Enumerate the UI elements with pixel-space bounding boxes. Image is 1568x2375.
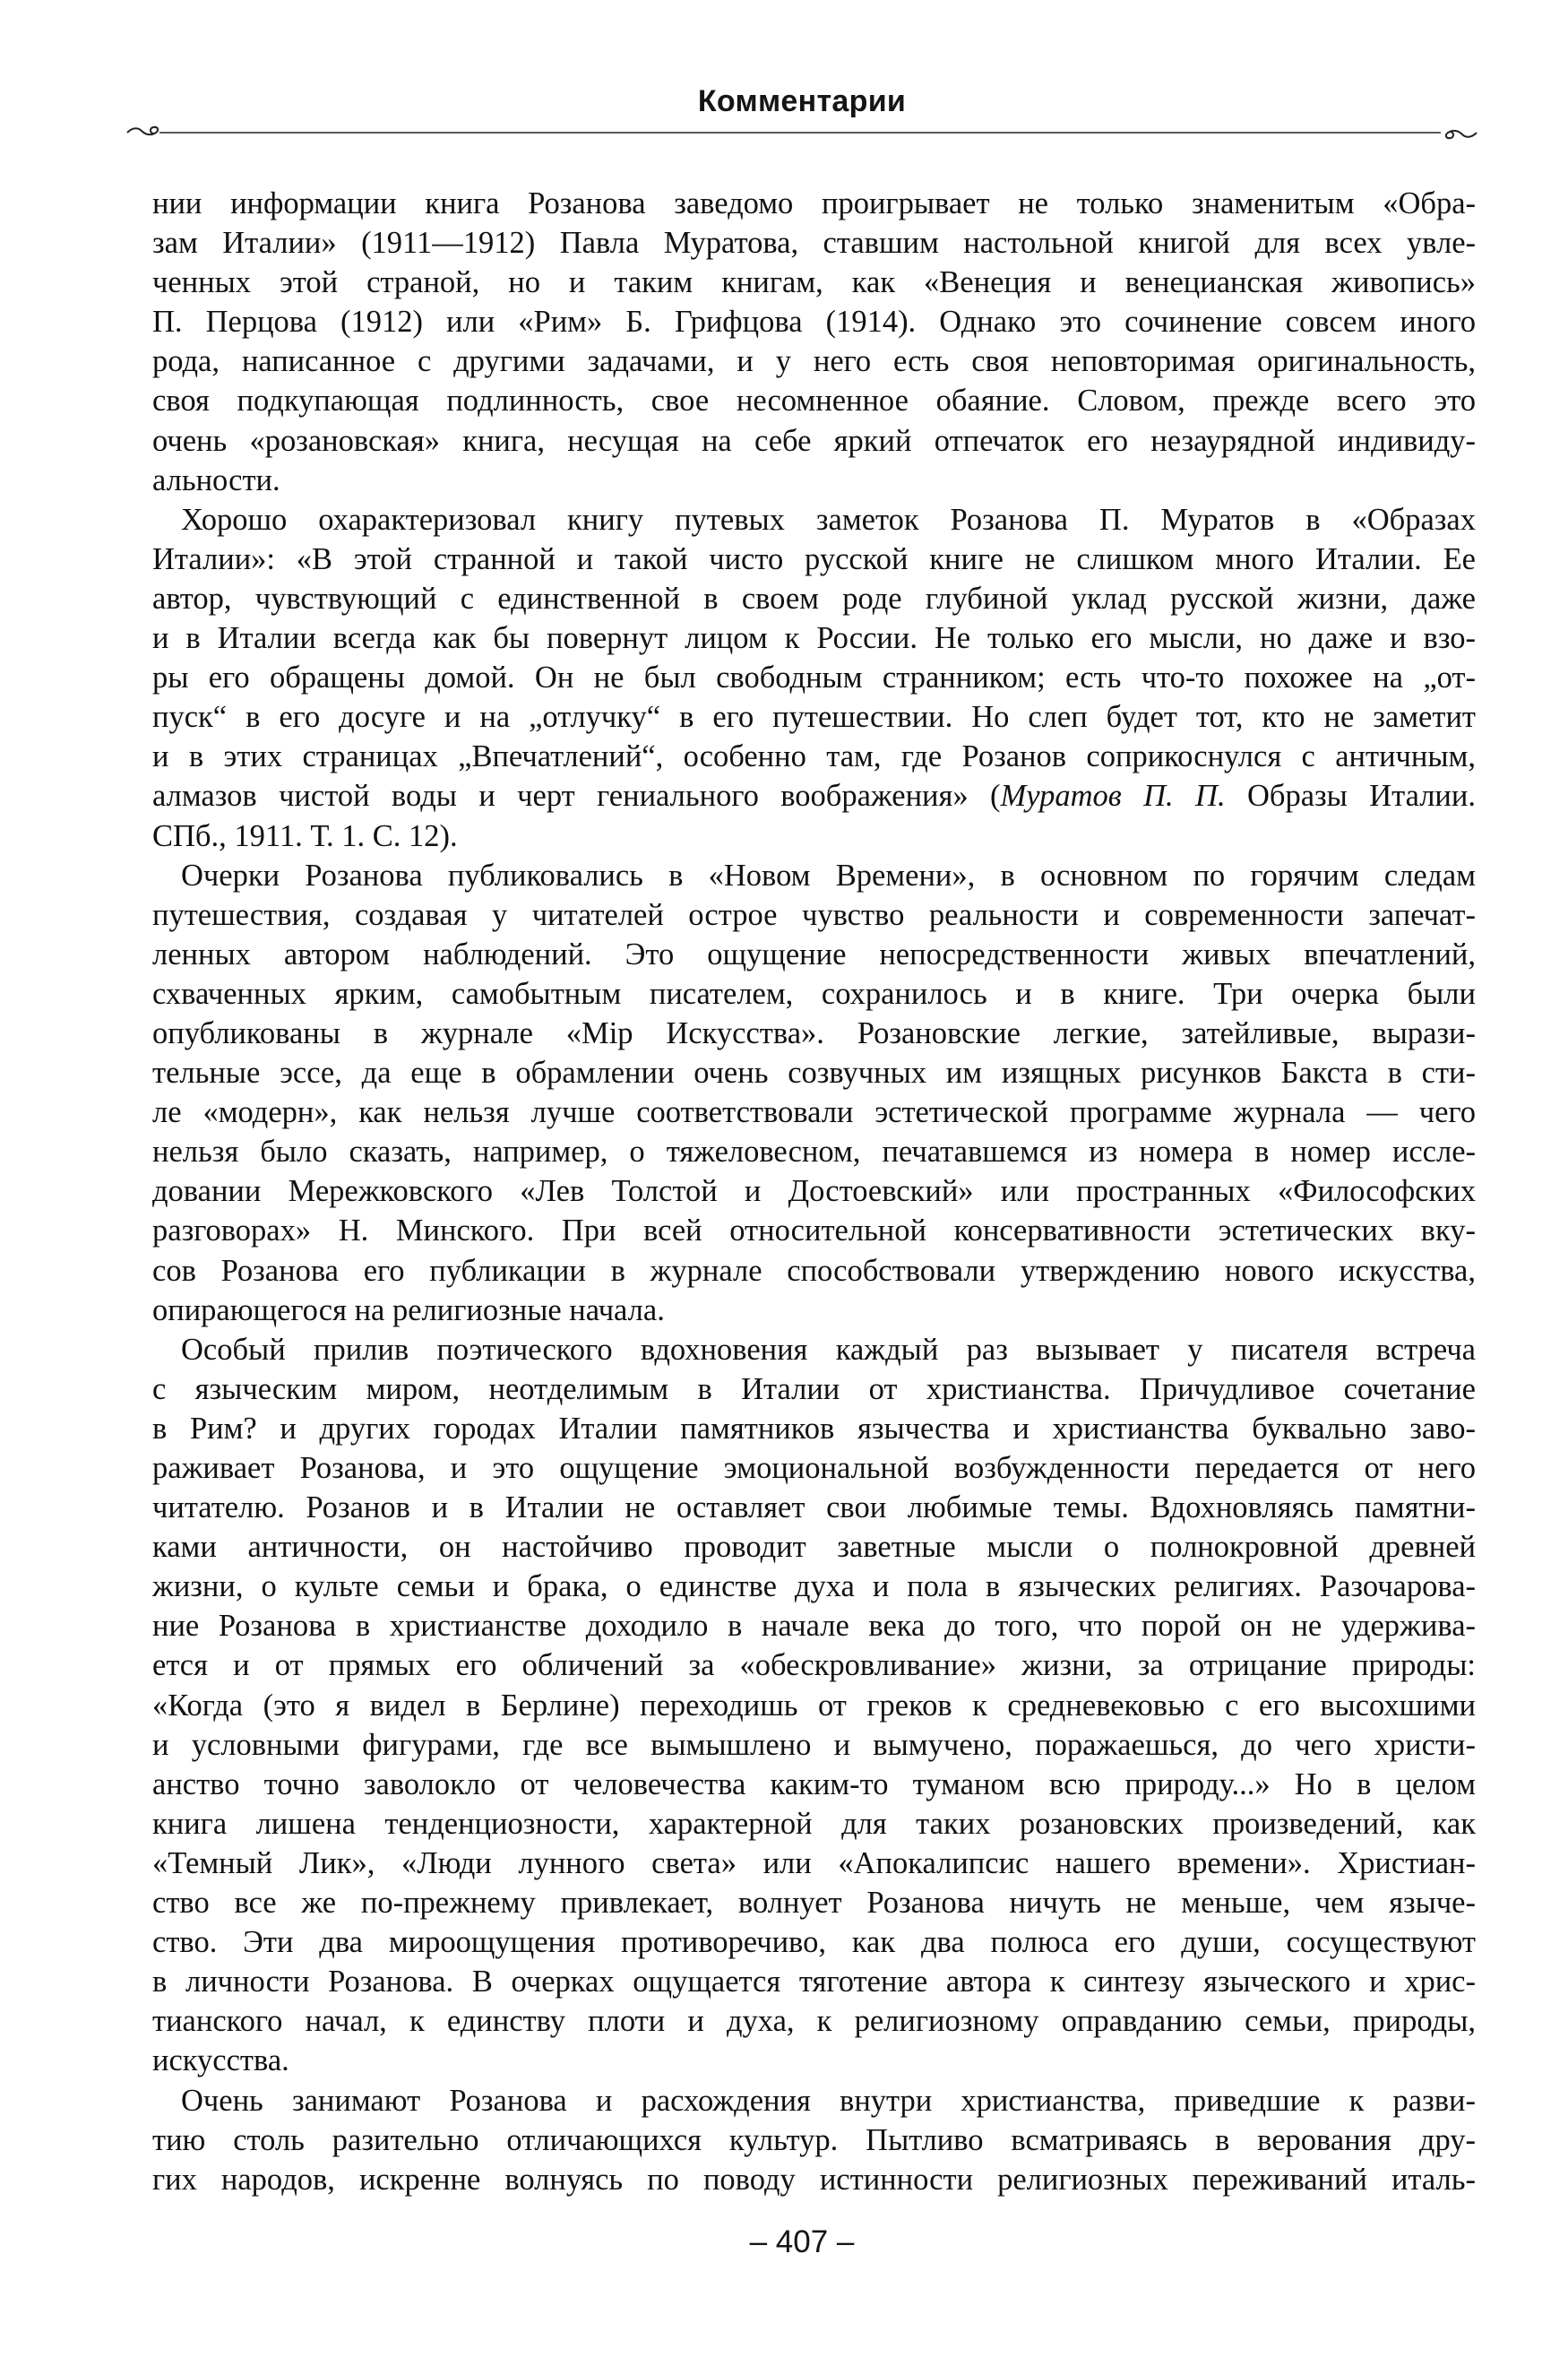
text-line: ство все же по-прежнему привлекает, волнует Розанова ничуть не меньше, чем языче-: [152, 1886, 1476, 1921]
text-segment: алмазов чистой воды и черт гениального воображения» (: [152, 779, 1001, 814]
text-line: ство. Эти два мироощущения противоречиво, как два полюса его души, сосуществуют: [152, 1925, 1476, 1960]
text-line: нельзя было сказать, например, о тяжеловесном, печатавшемся из номера в номер иссле-: [152, 1135, 1476, 1170]
paragraph-1: [152, 184, 1476, 500]
text-line: довании Мережковского «Лев Толстой и Достоевский» или пространных «Философских: [152, 1174, 1476, 1209]
text-line: ленных автором наблюдений. Это ощущение непосредственности живых впечатлений,: [152, 937, 1476, 972]
text-line: ры его обращены домой. Он не был свободным странником; есть что-то похожее на „от-: [152, 661, 1476, 695]
text-line: анство точно заволокло от человечества каким-то туманом всю природу...» Но в целом: [152, 1766, 1476, 1801]
text-line: ние Розанова в христианстве доходило в начале века до того, что порой он не удержива-: [152, 1609, 1476, 1644]
text-line: Хорошо охарактеризовал книгу путевых заметок Розанова П. Муратов в «Образах: [181, 502, 1476, 537]
text-line: читателю. Розанов и в Италии не оставляет свои любимые темы. Вдохновляясь памятни-: [152, 1490, 1476, 1525]
citation-author: Муратов П. П.: [1000, 779, 1226, 814]
text-line: альности.: [152, 462, 280, 497]
text-line: ле «модерн», как нельзя лучше соответствовали эстетической программе журнала — чего: [152, 1095, 1476, 1130]
text-line: тельные эссе, да еще в обрамлении очень созвучных им изящных рисунков Бакста в сти-: [152, 1056, 1476, 1091]
citation-title: Образы Италии.: [1225, 779, 1476, 814]
text-line: своя подкупающая подлинность, свое несомненное обаяние. Словом, прежде всего это: [152, 384, 1476, 419]
text-line: тию столь разительно отличающихся культур. Пытливо всматриваясь в верования дру-: [152, 2122, 1476, 2157]
text-line: опубликованы в журнале «Mip Искусства». Розановские легкие, затейливые, вырази-: [152, 1015, 1476, 1050]
page-number: – 407 –: [749, 2224, 855, 2259]
text-line: схваченных ярким, самобытным писателем, сохранилось и в книге. Три очерка были: [152, 976, 1476, 1011]
text-line: в Рим? и других городах Италии памятников язычества и христианства буквально заво-: [152, 1411, 1476, 1446]
text-line: П. Перцова (1912) или «Рим» Б. Грифцова (1914). Однако это сочинение совсем иного: [152, 305, 1476, 340]
text-line: тианского начал, к единству плоти и духа, к религиозному оправданию семьи, природы,: [152, 2004, 1476, 2039]
body-text: [152, 184, 1476, 2199]
text-line: с языческим миром, неотделимым в Италии от христианства. Причудливое сочетание: [152, 1371, 1476, 1406]
text-line: разговорах» Н. Минского. При всей относительной консервативности эстетических вку-: [152, 1213, 1476, 1248]
text-line-with-citation: [152, 776, 1476, 816]
text-line: автор, чувствующий с единственной в своем роде глубиной уклад русской жизни, даже: [152, 581, 1476, 616]
text-line: «Темный Лик», «Люди лунного света» или «Апокалипсис нашего времени». Христиан-: [152, 1845, 1476, 1880]
paragraph-4: [152, 1330, 1476, 2081]
paragraph-2: [152, 500, 1476, 856]
paragraph-3: [152, 856, 1476, 1330]
text-line: ченных этой страной, но и таким книгам, как «Венеция и венецианская живопись»: [152, 265, 1476, 300]
text-line: гих народов, искренне волнуясь по поводу истинности религиозных переживаний италь-: [152, 2162, 1476, 2197]
text-line: пуск“ в его досуге и на „отлучку“ в его путешествии. Но слеп будет тот, кто не заметит: [152, 700, 1476, 735]
text-line: и в Италии всегда как бы повернут лицом к России. Не только его мысли, но даже и взо-: [152, 621, 1476, 656]
text-line: ками античности, он настойчиво проводит заветные мысли о полнокровной древней: [152, 1530, 1476, 1565]
ornamental-rule: [125, 122, 1478, 143]
text-line: книга лишена тенденциозности, характерной для таких розановских произведений, как: [152, 1806, 1476, 1841]
running-title: Комментарии: [697, 84, 907, 118]
text-line: СПб., 1911. Т. 1. С. 12).: [152, 818, 458, 853]
text-line: Особый прилив поэтического вдохновения каждый раз вызывает у писателя встреча: [181, 1332, 1476, 1367]
text-line: раживает Розанова, и это ощущение эмоциональной возбужденности передается от него: [152, 1451, 1476, 1485]
text-line: Очень занимают Розанова и расхождения внутри христианства, приведшие к разви-: [181, 2083, 1476, 2118]
text-line: Очерки Розанова публиковались в «Новом Времени», в основном по горячим следам: [181, 858, 1476, 893]
text-line: нии информации книга Розанова заведомо проигрывает не только знаменитым «Обра-: [152, 186, 1476, 220]
text-line: сов Розанова его публикации в журнале способствовали утверждению нового искусства,: [152, 1253, 1476, 1288]
text-line: ется и от прямых его обличений за «обескровливание» жизни, за отрицание природы:: [152, 1648, 1476, 1683]
page-header: [125, 79, 1478, 142]
text-line: зам Италии» (1911—1912) Павла Муратова, ставшим настольной книгой для всех увле-: [152, 226, 1476, 261]
text-line: и условными фигурами, где все вымышлено и вымучено, поражаешься, до чего христи-: [152, 1727, 1476, 1762]
text-line: путешествия, создавая у читателей острое чувство реальности и современности запечат-: [152, 897, 1476, 932]
text-line: жизни, о культе семьи и брака, о единстве духа и пола в языческих религиях. Разочарова-: [152, 1569, 1476, 1604]
text-line: рода, написанное с другими задачами, и у него есть своя неповторимая оригинальность,: [152, 344, 1476, 379]
text-line: очень «розановская» книга, несущая на себе яркий отпечаток его незаурядной индивиду-: [152, 423, 1476, 458]
text-line: искусства.: [152, 2043, 289, 2078]
ornamental-rule-graphic: [125, 122, 1478, 143]
text-line: опирающегося на религиозные начала.: [152, 1292, 665, 1327]
text-line: в личности Розанова. В очерках ощущается тяготение автора к синтезу языческого и хрис-: [152, 1965, 1476, 1999]
text-line: «Когда (это я видел в Берлине) переходишь от греков к средневековью с его высохшими: [152, 1688, 1476, 1723]
text-line: Италии»: «В этой странной и такой чисто русской книге не слишком много Италии. Ее: [152, 541, 1476, 576]
text-line: и в этих страницах „Впечатлений“, особенно там, где Розанов соприкоснулся с античным,: [152, 739, 1476, 774]
paragraph-5: [152, 2081, 1476, 2199]
